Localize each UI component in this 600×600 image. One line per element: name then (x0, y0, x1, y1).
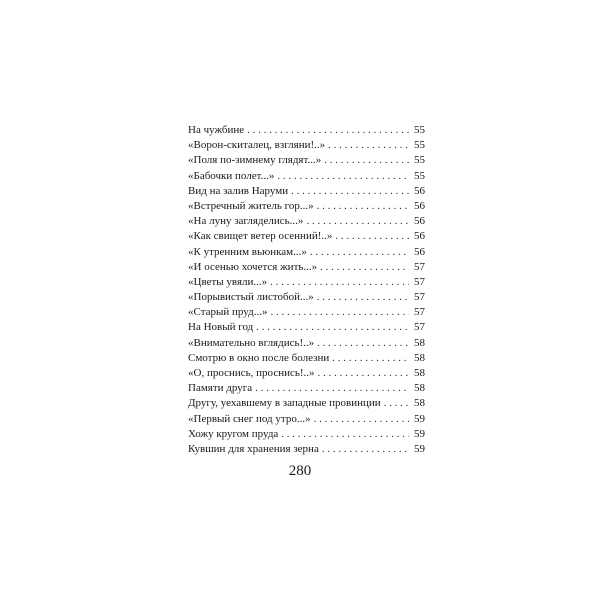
toc-entry-title: «Встречный житель гор...» (188, 199, 314, 212)
toc-dot-leader (384, 396, 409, 411)
toc-entry-page: 55 (414, 154, 425, 167)
toc-dot-leader (277, 169, 409, 184)
toc-entry-title: Кувшин для хранения зерна (188, 442, 319, 455)
toc-entry (188, 320, 425, 335)
toc-dot-leader (317, 336, 409, 351)
toc-entry-page: 57 (414, 321, 425, 334)
toc-dot-leader (270, 305, 409, 320)
toc-entry-page: 58 (414, 351, 425, 364)
toc-entry-title: Памяти друга (188, 382, 253, 395)
table-of-contents (188, 123, 425, 457)
toc-entry-title: Хожу кругом пруда (188, 427, 279, 440)
toc-dot-leader (317, 199, 409, 214)
toc-entry-page: 57 (414, 291, 425, 304)
toc-entry (188, 229, 425, 244)
toc-entry-title: «Бабочки полет...» (188, 169, 275, 182)
toc-entry (188, 442, 425, 457)
toc-entry-page: 55 (414, 124, 425, 136)
toc-entry-title: «Ворон-скиталец, взгляни!..» (188, 139, 326, 152)
toc-entry-title: Другу, уехавшему в западные провинции (188, 397, 381, 410)
toc-entry (188, 351, 425, 366)
toc-dot-leader (255, 381, 409, 396)
toc-entry-page: 57 (414, 275, 425, 288)
toc-dot-leader (318, 366, 409, 381)
toc-entry-title: «Старый пруд...» (188, 306, 268, 319)
toc-entry (188, 199, 425, 214)
toc-entry-title: «К утренним вьюнкам...» (188, 245, 307, 258)
toc-dot-leader (332, 351, 409, 366)
toc-dot-leader (335, 229, 409, 244)
toc-entry-page: 55 (414, 169, 425, 182)
toc-entry (188, 123, 425, 138)
toc-entry-page: 58 (414, 367, 425, 379)
toc-entry (188, 169, 425, 184)
toc-entry-page: 58 (414, 397, 425, 410)
toc-entry (188, 214, 425, 229)
toc-entry (188, 184, 425, 199)
toc-entry-title: «Поля по-зимнему глядят...» (188, 154, 322, 167)
toc-dot-leader (256, 320, 409, 335)
toc-entry-title: «Как свищет ветер осенний!..» (188, 230, 333, 243)
toc-entry (188, 396, 425, 411)
toc-dot-leader (270, 275, 409, 290)
toc-entry (188, 290, 425, 305)
toc-dot-leader (328, 138, 409, 153)
toc-entry-page: 56 (414, 245, 425, 258)
toc-entry (188, 366, 425, 381)
toc-entry-page: 56 (414, 230, 425, 243)
toc-dot-leader (317, 290, 409, 305)
toc-dot-leader (247, 123, 409, 138)
toc-entry-page: 58 (414, 336, 425, 349)
page-number: 280 (288, 463, 312, 479)
toc-entry-title: «На луну загляделись...» (188, 215, 304, 228)
toc-entry-page: 59 (414, 442, 425, 455)
toc-entry-page: 56 (414, 199, 425, 212)
toc-entry (188, 153, 425, 168)
toc-entry (188, 138, 425, 153)
toc-entry-page: 55 (414, 139, 425, 152)
toc-entry-title: «И осенью хочется жить...» (188, 260, 318, 273)
toc-entry-page: 58 (414, 382, 425, 395)
toc-dot-leader (314, 412, 409, 427)
toc-entry-page: 59 (414, 412, 425, 425)
toc-dot-leader (281, 427, 409, 442)
toc-entry-page: 57 (414, 260, 425, 273)
toc-entry (188, 245, 425, 260)
toc-dot-leader (322, 442, 409, 457)
toc-entry (188, 336, 425, 351)
toc-entry-title: «О, проснись, проснись!..» (188, 367, 315, 379)
toc-entry-page: 56 (414, 215, 425, 228)
toc-entry-title: Вид на залив Наруми (188, 184, 289, 197)
toc-entry (188, 260, 425, 275)
toc-entry-title: «Первый снег под утро...» (188, 412, 311, 425)
toc-dot-leader (306, 214, 409, 229)
toc-entry-page: 57 (414, 306, 425, 319)
toc-dot-leader (320, 260, 409, 275)
toc-dot-leader (324, 153, 409, 168)
toc-entry (188, 412, 425, 427)
toc-entry (188, 427, 425, 442)
toc-entry-title: «Порывистый листобой...» (188, 291, 314, 304)
toc-entry (188, 275, 425, 290)
toc-entry-title: «Цветы увяли...» (188, 275, 268, 288)
toc-entry-page: 56 (414, 184, 425, 197)
toc-entry-page: 59 (414, 427, 425, 440)
toc-entry-title: Смотрю в окно после болезни (188, 351, 330, 364)
toc-dot-leader (310, 245, 409, 260)
toc-entry (188, 305, 425, 320)
toc-entry (188, 381, 425, 396)
toc-entry-title: На Новый год (188, 321, 254, 334)
toc-entry-title: На чужбине (188, 124, 245, 136)
toc-entry-title: «Внимательно вглядись!..» (188, 336, 315, 349)
toc-dot-leader (291, 184, 409, 199)
